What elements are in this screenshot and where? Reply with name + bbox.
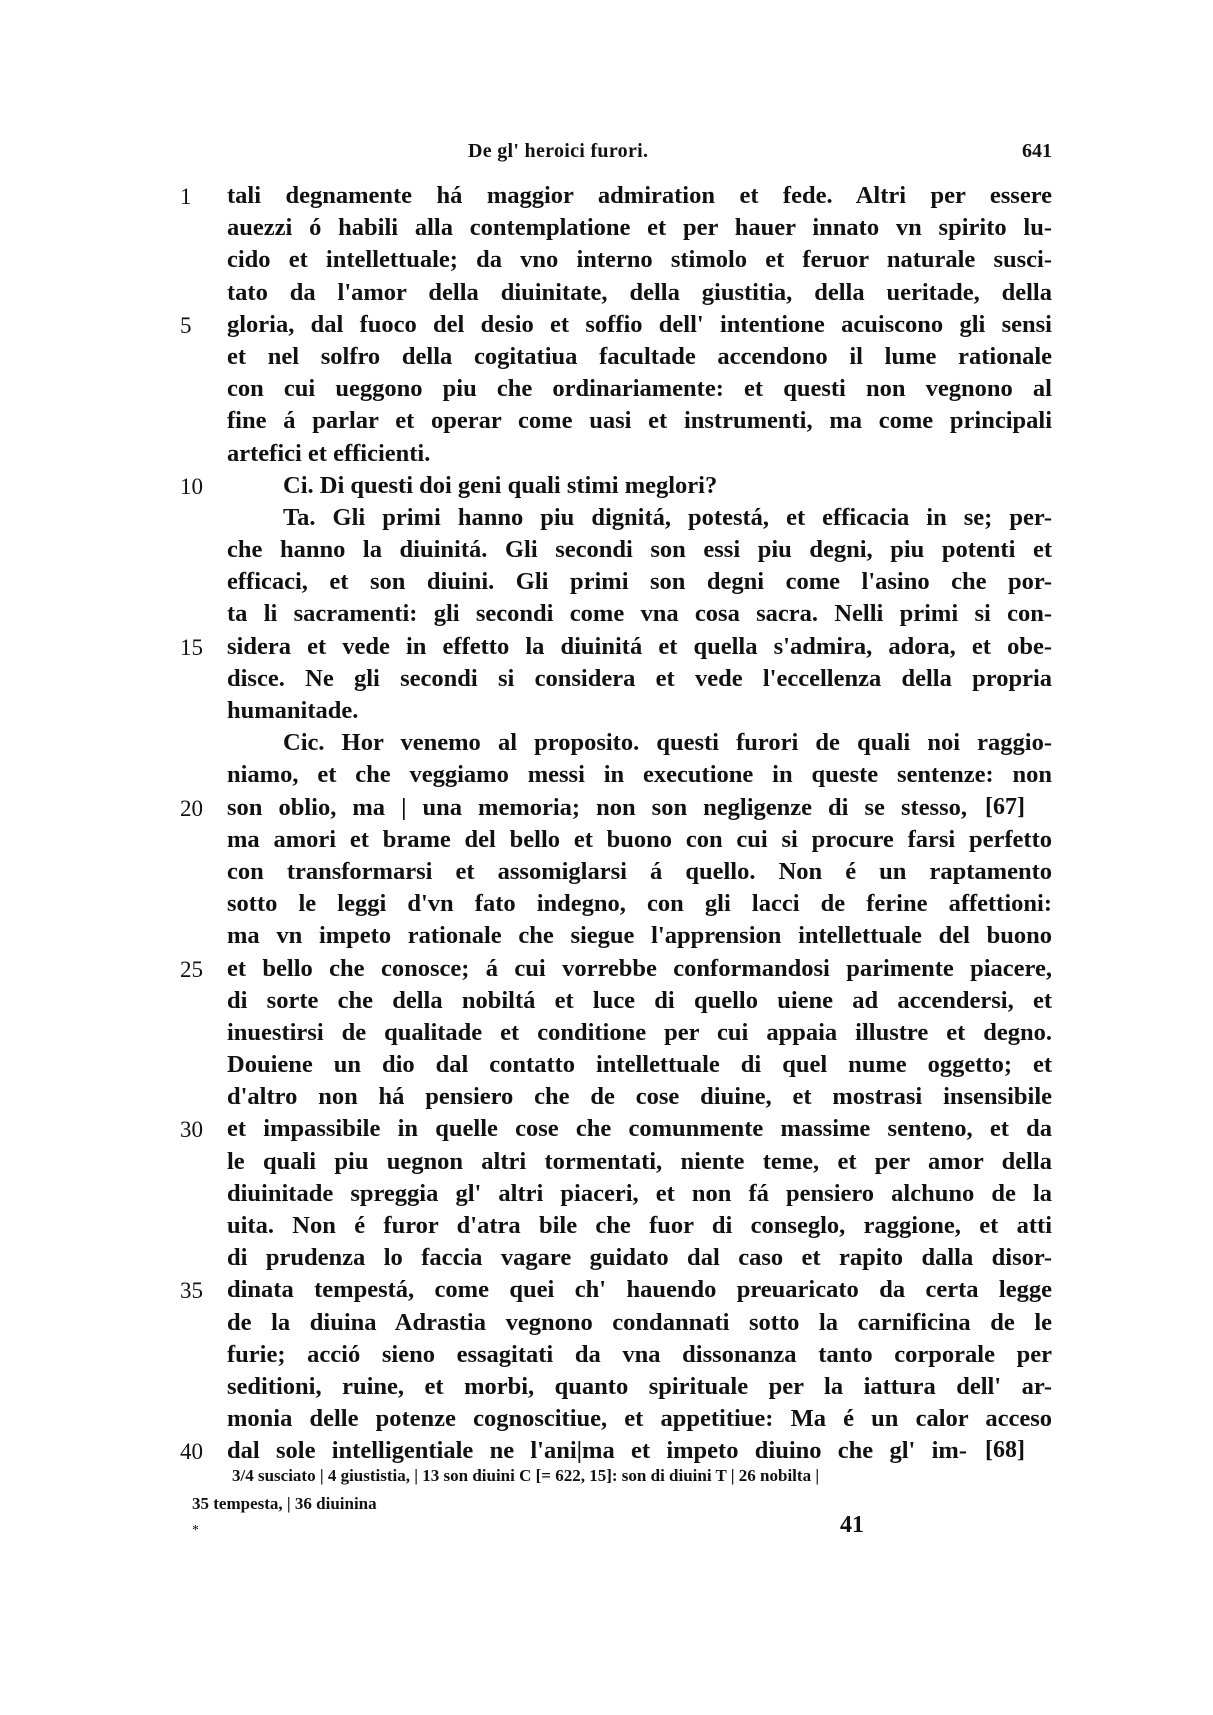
text-line (0, 761, 1213, 793)
line-text: disce. Ne gli secondi si considera et vede l'eccellenza della propria (227, 664, 1052, 692)
line-number: 25 (180, 956, 203, 982)
line-text: gloria, dal fuoco del desio et soffio dell' intentione acuiscono gli sensi (227, 310, 1052, 338)
line-number: 5 (180, 312, 192, 338)
apparatus-line: 3/4 susciato | 4 giustistia, | 13 son diuini C [= 622, 15]: son di diuini T | 26 nobilta | (232, 1466, 820, 1485)
line-text: niamo, et che veggiamo messi in executione in queste sentenze: non (227, 761, 1052, 789)
text-line (0, 1437, 1213, 1469)
line-text: ma vn impeto rationale che siegue l'apprension intellettuale del buono (227, 922, 1052, 950)
text-line (0, 1115, 1213, 1147)
text-line (0, 343, 1213, 375)
text-line (0, 1180, 1213, 1212)
line-text: Douiene un dio dal contatto intellettuale di quel nume oggetto; et (227, 1051, 1052, 1079)
critical-apparatus (0, 1466, 1213, 1522)
line-text: et bello che conosce; á cui vorrebbe conformandosi parimente piacere, (227, 954, 1052, 982)
line-text: Ta. Gli primi hanno piu dignitá, potestá, et efficacia in se; per- (283, 503, 1052, 531)
text-line (0, 890, 1213, 922)
line-text: sotto le leggi d'vn fato indegno, con gli lacci de ferine affettioni: (227, 890, 1052, 918)
line-text: con cui ueggono piu che ordinariamente: et questi non vegnono al (227, 375, 1052, 403)
line-text: di prudenza lo faccia vagare guidato dal caso et rapito dalla disor- (227, 1244, 1052, 1272)
text-line (0, 729, 1213, 761)
line-text: tato da l'amor della diuinitate, della giustitia, della ueritade, della (227, 278, 1052, 306)
line-text: ta li sacramenti: gli secondi come vna cosa sacra. Nelli primi si con- (227, 600, 1052, 628)
text-line (0, 1276, 1213, 1308)
text-line (0, 279, 1213, 311)
line-text: artefici et efficienti. (227, 439, 431, 467)
line-text: seditioni, ruine, et morbi, quanto spirituale per la iattura dell' ar- (227, 1372, 1052, 1400)
line-text: de la diuina Adrastia vegnono condannati sotto la carnificina de le (227, 1308, 1052, 1336)
line-text: furie; acció sieno essagitati da vna dissonanza tanto corporale per (227, 1340, 1052, 1368)
line-text: Ci. Di questi doi geni quali stimi meglori? (283, 471, 718, 499)
running-head-title: De gl' heroici furori. (468, 140, 649, 162)
line-text: humanitade. (227, 697, 359, 724)
text-line (0, 568, 1213, 600)
line-text: le quali piu uegnon altri tormentati, niente teme, et per amor della (227, 1147, 1052, 1175)
text-line (0, 536, 1213, 568)
line-text: dinata tempestá, come quei ch' hauendo preuaricato da certa legge (227, 1276, 1052, 1304)
line-number: 40 (180, 1439, 203, 1465)
signature-number: 41 (840, 1512, 864, 1538)
line-text: efficaci, et son diuini. Gli primi son degni come l'asino che por- (227, 568, 1052, 596)
text-line (0, 1309, 1213, 1341)
text-line (0, 633, 1213, 665)
text-line (0, 1212, 1213, 1244)
line-number: 15 (180, 634, 203, 660)
text-line (0, 1148, 1213, 1180)
line-text: auezzi ó habili alla contemplatione et per hauer innato vn spirito lu- (227, 214, 1052, 242)
text-line (0, 600, 1213, 632)
line-text: uita. Non é furor d'atra bile che fuor di conseglo, raggione, et atti (227, 1212, 1052, 1239)
line-text: tali degnamente há maggior admiration et fede. Altri per essere (227, 182, 1052, 209)
text-line (0, 794, 1213, 826)
text-line (0, 375, 1213, 407)
line-number: 10 (180, 473, 203, 499)
text-line (0, 1244, 1213, 1276)
text-line (0, 1373, 1213, 1405)
line-number: 35 (180, 1278, 203, 1304)
line-text: diuinitade spreggia gl' altri piaceri, et non fá pensiero alchuno de la (227, 1179, 1052, 1207)
line-text: cido et intellettuale; da vno interno stimolo et feruor naturale susci- (227, 246, 1052, 274)
text-line (0, 697, 1213, 729)
line-number: 1 (180, 184, 192, 209)
text-line (0, 987, 1213, 1019)
text-line (0, 182, 1213, 214)
line-text: ma amori et brame del bello et buono con cui si procure farsi perfetto (227, 825, 1052, 853)
line-text: et impassibile in quelle cose che comunmente massime senteno, et da (227, 1115, 1052, 1143)
signature-mark: * (192, 1523, 199, 1538)
page-number: 641 (1022, 140, 1052, 162)
running-head (0, 140, 1213, 170)
line-number: 30 (180, 1117, 203, 1143)
text-line (0, 440, 1213, 472)
marginal-page-reference: [67] (985, 793, 1025, 820)
text-line (0, 955, 1213, 987)
line-number: 20 (180, 795, 203, 821)
apparatus-line: 35 tempesta, | 36 diuinina (192, 1494, 377, 1513)
text-line (0, 472, 1213, 504)
line-text: et nel solfro della cogitatiua facultade accendono il lume rationale (227, 342, 1052, 370)
line-text: di sorte che della nobiltá et luce di quello uiene ad accendersi, et (227, 986, 1052, 1014)
line-text: d'altro non há pensiero che de cose diuine, et mostrasi insensibile (227, 1083, 1052, 1111)
line-text: che hanno la diuinitá. Gli secondi son essi piu degni, piu potenti et (227, 536, 1052, 564)
line-text: sidera et vede in effetto la diuinitá et quella s'admira, adora, et obe- (227, 632, 1052, 660)
text-line (0, 922, 1213, 954)
text-line (0, 1083, 1213, 1115)
text-line (0, 858, 1213, 890)
text-line (0, 504, 1213, 536)
text-line (0, 826, 1213, 858)
text-line (0, 1405, 1213, 1437)
line-text: Cic. Hor venemo al proposito. questi furori de quali noi raggio- (283, 729, 1052, 757)
text-line (0, 1341, 1213, 1373)
line-text: son oblio, ma | una memoria; non son negligenze di se stesso, (227, 793, 967, 821)
text-line (0, 214, 1213, 246)
line-text: inuestirsi de qualitade et conditione per cui appaia illustre et degno. (227, 1018, 1052, 1046)
line-text: fine á parlar et operar come uasi et instrumenti, ma come principali (227, 407, 1052, 435)
text-line (0, 1051, 1213, 1083)
text-line (0, 407, 1213, 439)
text-line (0, 665, 1213, 697)
line-text: con transformarsi et assomiglarsi á quello. Non é un raptamento (227, 857, 1052, 885)
text-line (0, 246, 1213, 278)
line-text: monia delle potenze cognoscitiue, et appetitiue: Ma é un calor acceso (227, 1405, 1052, 1433)
line-text: dal sole intelligentiale ne l'ani|ma et impeto diuino che gl' im- (227, 1437, 967, 1465)
main-text (0, 182, 1213, 1470)
text-line (0, 311, 1213, 343)
text-line (0, 1019, 1213, 1051)
marginal-page-reference: [68] (985, 1437, 1025, 1464)
